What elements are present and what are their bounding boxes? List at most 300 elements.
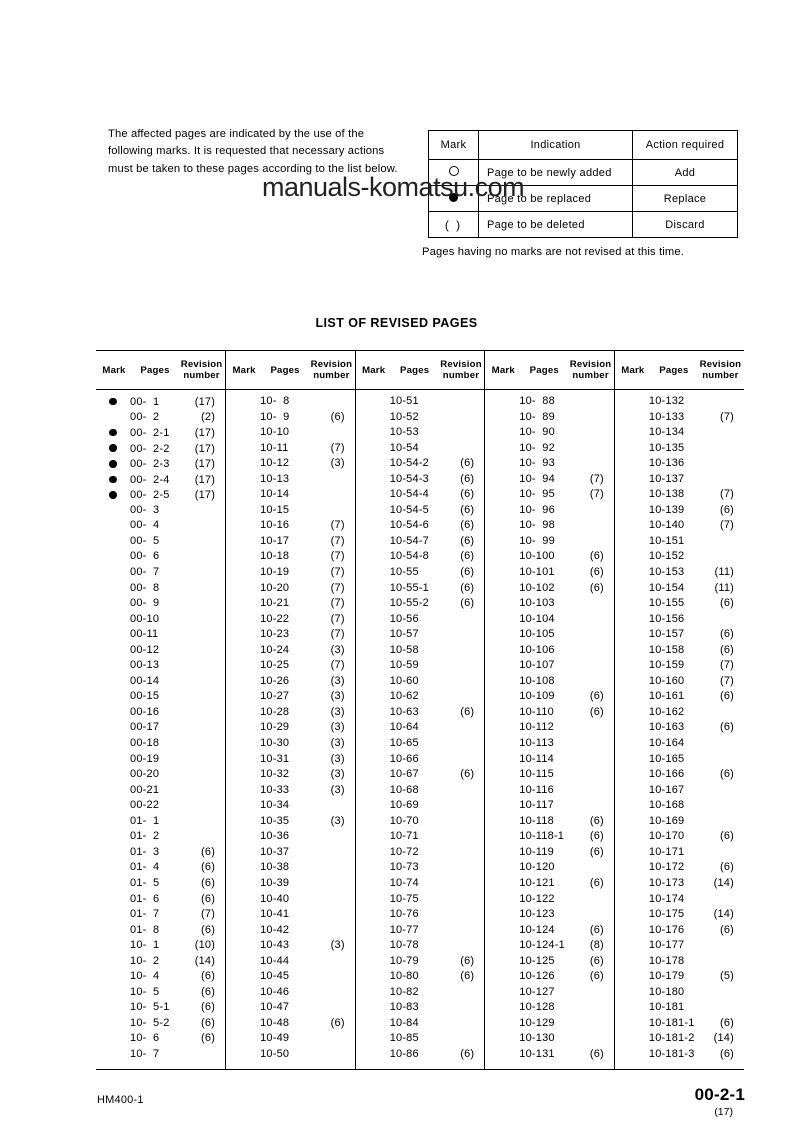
row-page-number: 10-159 bbox=[648, 659, 685, 672]
table-row bbox=[356, 457, 485, 473]
row-page-number: 10-125 bbox=[519, 954, 555, 967]
table-row bbox=[485, 908, 614, 924]
table-row bbox=[356, 986, 485, 1002]
table-row bbox=[615, 473, 744, 489]
legend-indication-replace: Page to be replaced bbox=[479, 186, 633, 212]
header-pages: Pages bbox=[529, 364, 559, 376]
table-row bbox=[485, 768, 614, 784]
row-revision-number: (6) bbox=[719, 721, 734, 734]
row-page-number: 10-136 bbox=[648, 457, 685, 470]
row-page-number: 10-31 bbox=[260, 752, 290, 765]
footer-page-number: 00-2-1 bbox=[694, 1085, 745, 1104]
row-revision-number: (3) bbox=[330, 457, 345, 470]
row-revision-number: (6) bbox=[460, 1047, 475, 1060]
row-revision-number: (6) bbox=[719, 597, 734, 610]
row-page-number: 10-34 bbox=[260, 799, 290, 812]
row-revision-number: (7) bbox=[330, 441, 345, 454]
row-page-number: 10-154 bbox=[648, 581, 685, 594]
table-row bbox=[96, 1001, 225, 1017]
row-page-number: 10- 95 bbox=[519, 488, 555, 501]
table-row bbox=[96, 566, 225, 582]
row-page-number: 10-68 bbox=[389, 783, 419, 796]
table-row bbox=[226, 628, 355, 644]
row-page-number: 10-28 bbox=[260, 705, 290, 718]
header-revision-number bbox=[568, 359, 613, 382]
table-row bbox=[356, 861, 485, 877]
row-revision-number: (7) bbox=[330, 566, 345, 579]
row-page-number: 10-69 bbox=[389, 799, 419, 812]
row-page-number: 10-180 bbox=[648, 985, 685, 998]
table-row bbox=[96, 395, 225, 411]
table-row bbox=[96, 473, 225, 489]
table-row bbox=[485, 613, 614, 629]
table-row bbox=[485, 955, 614, 971]
row-page-number: 10-54 bbox=[389, 441, 419, 454]
row-revision-number: (7) bbox=[330, 581, 345, 594]
row-revision-number: (6) bbox=[719, 1047, 734, 1060]
row-revision-number: (6) bbox=[589, 876, 604, 889]
row-revision-number: (6) bbox=[460, 457, 475, 470]
row-page-number: 00- 2-2 bbox=[130, 442, 170, 455]
row-page-number: 10-172 bbox=[648, 861, 685, 874]
table-row bbox=[356, 924, 485, 940]
row-revision-number: (17) bbox=[194, 442, 216, 455]
table-row bbox=[96, 784, 225, 800]
legend-header-indication: Indication bbox=[479, 131, 633, 160]
row-revision-number: (6) bbox=[201, 1016, 216, 1029]
row-revision-number: (7) bbox=[330, 519, 345, 532]
row-page-number: 10-78 bbox=[389, 939, 419, 952]
header-mark: Mark bbox=[232, 364, 256, 376]
table-row bbox=[226, 582, 355, 598]
row-revision-number: (3) bbox=[330, 674, 345, 687]
table-row bbox=[485, 1001, 614, 1017]
row-page-number: 10-101 bbox=[519, 566, 555, 579]
row-page-number: 10-79 bbox=[389, 954, 419, 967]
row-page-number: 10- 93 bbox=[519, 457, 555, 470]
table-row bbox=[96, 986, 225, 1002]
table-row bbox=[356, 597, 485, 613]
row-page-number: 10-58 bbox=[389, 643, 419, 656]
table-row bbox=[485, 395, 614, 411]
table-row bbox=[485, 706, 614, 722]
header-mark: Mark bbox=[102, 364, 126, 376]
row-page-number: 10-117 bbox=[519, 799, 554, 812]
table-row bbox=[226, 893, 355, 909]
row-page-number: 00- 2-5 bbox=[130, 489, 170, 502]
row-page-number: 10-25 bbox=[260, 659, 290, 672]
header-pages: Pages bbox=[140, 364, 170, 376]
row-revision-number: (6) bbox=[460, 550, 475, 563]
row-revision-number: (6) bbox=[589, 814, 604, 827]
table-row bbox=[226, 550, 355, 566]
table-row bbox=[96, 706, 225, 722]
row-page-number: 10-175 bbox=[648, 908, 685, 921]
row-page-number: 10-176 bbox=[648, 923, 685, 936]
revised-pages-table bbox=[96, 350, 744, 1070]
table-row bbox=[96, 908, 225, 924]
table-row bbox=[226, 473, 355, 489]
column-block-header-2 bbox=[226, 351, 356, 390]
table-row bbox=[96, 924, 225, 940]
row-revision-number: (7) bbox=[719, 674, 734, 687]
row-page-number: 10-11 bbox=[260, 441, 289, 454]
table-row bbox=[226, 939, 355, 955]
table-row bbox=[226, 768, 355, 784]
row-page-number: 00-13 bbox=[130, 659, 160, 672]
table-row bbox=[226, 846, 355, 862]
row-page-number: 10-86 bbox=[389, 1047, 419, 1060]
row-revision-number: (6) bbox=[201, 1032, 216, 1045]
open-circle-icon bbox=[449, 166, 459, 176]
table-row bbox=[356, 1032, 485, 1048]
row-page-number: 10-181 bbox=[648, 1001, 685, 1014]
table-row bbox=[485, 893, 614, 909]
table-row bbox=[356, 659, 485, 675]
table-row bbox=[356, 395, 485, 411]
row-page-number: 00- 7 bbox=[130, 566, 160, 579]
row-revision-number: (6) bbox=[719, 643, 734, 656]
row-page-number: 10-32 bbox=[260, 768, 290, 781]
row-page-number: 10-20 bbox=[260, 581, 290, 594]
table-row bbox=[226, 861, 355, 877]
header-mark: Mark bbox=[491, 364, 515, 376]
row-page-number: 10-160 bbox=[648, 674, 685, 687]
row-revision-number: (3) bbox=[330, 752, 345, 765]
row-revision-number: (17) bbox=[194, 489, 216, 502]
table-row bbox=[226, 815, 355, 831]
row-page-number: 10-132 bbox=[648, 395, 685, 407]
row-revision-number: (17) bbox=[194, 427, 216, 440]
table-row bbox=[485, 535, 614, 551]
column-block-body-5 bbox=[614, 390, 744, 1070]
table-row bbox=[615, 582, 744, 598]
row-revision-number: (6) bbox=[460, 705, 475, 718]
row-page-number: 10-124-1 bbox=[519, 939, 565, 952]
row-mark bbox=[96, 395, 130, 411]
row-revision-number: (6) bbox=[330, 1016, 345, 1029]
row-page-number: 10-100 bbox=[519, 550, 555, 563]
table-row bbox=[485, 566, 614, 582]
table-row bbox=[615, 550, 744, 566]
row-revision-number: (6) bbox=[460, 768, 475, 781]
table-row bbox=[356, 488, 485, 504]
row-page-number: 10-84 bbox=[389, 1016, 419, 1029]
row-page-number: 10-63 bbox=[389, 705, 419, 718]
column-block-body-2 bbox=[226, 390, 356, 1070]
table-row bbox=[226, 690, 355, 706]
table-row bbox=[485, 582, 614, 598]
table-row bbox=[615, 784, 744, 800]
table-row bbox=[615, 644, 744, 660]
row-page-number: 10-82 bbox=[389, 985, 419, 998]
row-revision-number: (6) bbox=[460, 534, 475, 547]
row-page-number: 10-128 bbox=[519, 1001, 555, 1014]
table-row bbox=[485, 473, 614, 489]
table-row bbox=[356, 1017, 485, 1033]
table-row bbox=[226, 908, 355, 924]
row-page-number: 10-119 bbox=[519, 845, 554, 858]
table-row bbox=[96, 550, 225, 566]
table-row bbox=[615, 395, 744, 411]
footer-model-number: HM400-1 bbox=[97, 1094, 144, 1106]
table-row bbox=[485, 799, 614, 815]
column-block-header-3 bbox=[355, 351, 485, 390]
table-row bbox=[356, 442, 485, 458]
table-row bbox=[356, 519, 485, 535]
table-row bbox=[356, 613, 485, 629]
table-row bbox=[96, 442, 225, 458]
mark-legend-table bbox=[428, 130, 738, 238]
row-page-number: 10- 98 bbox=[519, 519, 555, 532]
table-row bbox=[226, 613, 355, 629]
row-revision-number: (7) bbox=[589, 472, 604, 485]
page-title: LIST OF REVISED PAGES bbox=[315, 316, 478, 330]
row-page-number: 10-47 bbox=[260, 1001, 290, 1014]
row-page-number: 10-54-5 bbox=[389, 503, 430, 516]
row-revision-number: (14) bbox=[194, 954, 216, 967]
table-row bbox=[356, 877, 485, 893]
row-page-number: 10-167 bbox=[648, 783, 685, 796]
row-page-number: 01- 3 bbox=[130, 845, 160, 858]
table-row bbox=[485, 659, 614, 675]
table-row bbox=[226, 1032, 355, 1048]
row-page-number: 10- 8 bbox=[260, 395, 290, 407]
table-row bbox=[485, 488, 614, 504]
row-page-number: 10-140 bbox=[648, 519, 685, 532]
row-page-number: 10-26 bbox=[260, 674, 290, 687]
row-page-number: 10-35 bbox=[260, 814, 290, 827]
table-row bbox=[615, 1001, 744, 1017]
row-page-number: 10-46 bbox=[260, 985, 290, 998]
table-row bbox=[615, 535, 744, 551]
table-row bbox=[226, 411, 355, 427]
row-page-number: 10-54-2 bbox=[389, 457, 430, 470]
table-row bbox=[485, 597, 614, 613]
row-revision-number: (7) bbox=[330, 597, 345, 610]
row-page-number: 10-110 bbox=[519, 705, 554, 718]
legend-header-row bbox=[429, 131, 738, 160]
row-page-number: 10-19 bbox=[260, 566, 290, 579]
table-row bbox=[226, 986, 355, 1002]
table-row bbox=[615, 706, 744, 722]
table-row bbox=[615, 924, 744, 940]
table-row bbox=[226, 784, 355, 800]
table-row bbox=[96, 613, 225, 629]
row-page-number: 10-73 bbox=[389, 861, 419, 874]
table-row bbox=[226, 1048, 355, 1064]
row-revision-number: (6) bbox=[589, 923, 604, 936]
row-page-number: 10-170 bbox=[648, 830, 685, 843]
row-page-number: 10-151 bbox=[648, 534, 685, 547]
row-page-number: 10-137 bbox=[648, 472, 685, 485]
table-row bbox=[615, 830, 744, 846]
table-row bbox=[356, 1048, 485, 1064]
row-page-number: 10- 92 bbox=[519, 441, 555, 454]
row-page-number: 10-134 bbox=[648, 426, 685, 439]
table-row bbox=[356, 830, 485, 846]
table-row bbox=[96, 488, 225, 504]
row-page-number: 10-178 bbox=[648, 954, 685, 967]
row-revision-number: (6) bbox=[460, 488, 475, 501]
table-row bbox=[226, 488, 355, 504]
row-revision-number: (6) bbox=[719, 503, 734, 516]
table-row bbox=[485, 861, 614, 877]
table-row bbox=[226, 457, 355, 473]
row-mark bbox=[96, 457, 130, 473]
row-page-number: 00-14 bbox=[130, 674, 160, 687]
row-page-number: 10-138 bbox=[648, 488, 685, 501]
row-page-number: 10-127 bbox=[519, 985, 555, 998]
row-page-number: 00-20 bbox=[130, 768, 160, 781]
row-page-number: 10- 7 bbox=[130, 1047, 160, 1060]
row-revision-number: (6) bbox=[460, 503, 475, 516]
row-page-number: 10-158 bbox=[648, 643, 685, 656]
row-page-number: 10-123 bbox=[519, 908, 555, 921]
row-mark bbox=[96, 442, 130, 458]
table-row bbox=[96, 457, 225, 473]
header-pages: Pages bbox=[270, 364, 300, 376]
table-row bbox=[615, 1017, 744, 1033]
table-row bbox=[96, 846, 225, 862]
table-row bbox=[226, 504, 355, 520]
table-row bbox=[485, 815, 614, 831]
row-page-number: 10-29 bbox=[260, 721, 290, 734]
row-mark bbox=[96, 426, 130, 442]
row-page-number: 10-181-3 bbox=[648, 1047, 695, 1060]
row-revision-number: (7) bbox=[719, 410, 734, 423]
row-revision-number: (3) bbox=[330, 768, 345, 781]
row-page-number: 10-83 bbox=[389, 1001, 419, 1014]
table-row bbox=[226, 830, 355, 846]
row-page-number: 10-120 bbox=[519, 861, 555, 874]
table-row bbox=[226, 597, 355, 613]
table-row bbox=[615, 737, 744, 753]
row-page-number: 10-130 bbox=[519, 1032, 555, 1045]
row-revision-number: (7) bbox=[719, 659, 734, 672]
header-mark: Mark bbox=[362, 364, 386, 376]
table-row bbox=[485, 504, 614, 520]
filled-circle-icon bbox=[109, 491, 117, 499]
row-revision-number: (6) bbox=[460, 581, 475, 594]
row-revision-number: (17) bbox=[194, 396, 216, 408]
row-revision-number: (6) bbox=[589, 954, 604, 967]
filled-circle-icon bbox=[109, 476, 117, 484]
filled-circle-icon bbox=[109, 444, 117, 452]
row-page-number: 10-139 bbox=[648, 503, 685, 516]
row-revision-number: (6) bbox=[460, 597, 475, 610]
row-revision-number: (6) bbox=[589, 970, 604, 983]
table-row bbox=[485, 426, 614, 442]
row-page-number: 10-108 bbox=[519, 674, 555, 687]
table-row bbox=[96, 893, 225, 909]
column-block-header-1 bbox=[96, 351, 226, 390]
table-row bbox=[226, 877, 355, 893]
table-row bbox=[485, 737, 614, 753]
table-row bbox=[226, 675, 355, 691]
row-page-number: 00- 2 bbox=[130, 410, 160, 423]
row-page-number: 10-21 bbox=[260, 597, 290, 610]
intro-paragraph: The affected pages are indicated by the use of the following marks. It is requested that necessary actions must be taken to these pages according to the list below. bbox=[108, 128, 398, 175]
row-revision-number: (7) bbox=[719, 488, 734, 501]
row-page-number: 10-168 bbox=[648, 799, 685, 812]
row-page-number: 10-64 bbox=[389, 721, 419, 734]
row-page-number: 00- 5 bbox=[130, 534, 160, 547]
row-page-number: 10-39 bbox=[260, 876, 290, 889]
table-row bbox=[615, 659, 744, 675]
table-row bbox=[615, 986, 744, 1002]
row-page-number: 10-45 bbox=[260, 970, 290, 983]
row-revision-number: (14) bbox=[713, 876, 734, 889]
table-row bbox=[356, 628, 485, 644]
table-row bbox=[485, 877, 614, 893]
row-revision-number: (6) bbox=[201, 1001, 216, 1014]
row-page-number: 10- 90 bbox=[519, 426, 555, 439]
table-row bbox=[226, 535, 355, 551]
table-row bbox=[615, 1048, 744, 1064]
row-revision-number: (6) bbox=[719, 768, 734, 781]
row-page-number: 01- 5 bbox=[130, 876, 160, 889]
row-page-number: 10- 4 bbox=[130, 970, 160, 983]
row-mark bbox=[96, 488, 130, 504]
table-row bbox=[226, 659, 355, 675]
table-row bbox=[485, 690, 614, 706]
filled-circle-icon bbox=[109, 429, 117, 437]
row-revision-number: (5) bbox=[719, 970, 734, 983]
row-page-number: 10-164 bbox=[648, 737, 685, 750]
row-page-number: 00- 3 bbox=[130, 503, 160, 516]
table-row bbox=[96, 830, 225, 846]
table-row bbox=[615, 442, 744, 458]
row-revision-number: (3) bbox=[330, 814, 345, 827]
row-revision-number: (6) bbox=[589, 581, 604, 594]
row-page-number: 10-106 bbox=[519, 643, 555, 656]
row-page-number: 10-38 bbox=[260, 861, 290, 874]
row-page-number: 10-116 bbox=[519, 783, 554, 796]
row-page-number: 10-42 bbox=[260, 923, 290, 936]
table-row bbox=[356, 721, 485, 737]
row-page-number: 00-10 bbox=[130, 612, 160, 625]
table-row bbox=[96, 799, 225, 815]
row-page-number: 10-80 bbox=[389, 970, 419, 983]
table-row bbox=[96, 597, 225, 613]
table-row bbox=[96, 519, 225, 535]
table-row bbox=[356, 846, 485, 862]
row-page-number: 01- 6 bbox=[130, 892, 160, 905]
table-row bbox=[485, 939, 614, 955]
row-revision-number: (6) bbox=[719, 830, 734, 843]
row-revision-number: (6) bbox=[460, 472, 475, 485]
row-page-number: 10-66 bbox=[389, 752, 419, 765]
row-revision-number: (3) bbox=[330, 721, 345, 734]
column-block-header-5 bbox=[614, 351, 744, 390]
table-row bbox=[356, 893, 485, 909]
row-page-number: 10-121 bbox=[519, 876, 555, 889]
table-row bbox=[485, 1048, 614, 1064]
row-page-number: 10-65 bbox=[389, 737, 419, 750]
legend-row-add bbox=[429, 160, 738, 186]
row-revision-number: (7) bbox=[719, 519, 734, 532]
row-page-number: 10-166 bbox=[648, 768, 685, 781]
legend-indication-discard: Page to be deleted bbox=[479, 212, 633, 238]
table-row bbox=[96, 659, 225, 675]
row-page-number: 10-43 bbox=[260, 939, 290, 952]
table-row bbox=[356, 473, 485, 489]
table-row bbox=[485, 924, 614, 940]
row-page-number: 10-36 bbox=[260, 830, 290, 843]
row-revision-number: (6) bbox=[201, 861, 216, 874]
table-row bbox=[96, 721, 225, 737]
